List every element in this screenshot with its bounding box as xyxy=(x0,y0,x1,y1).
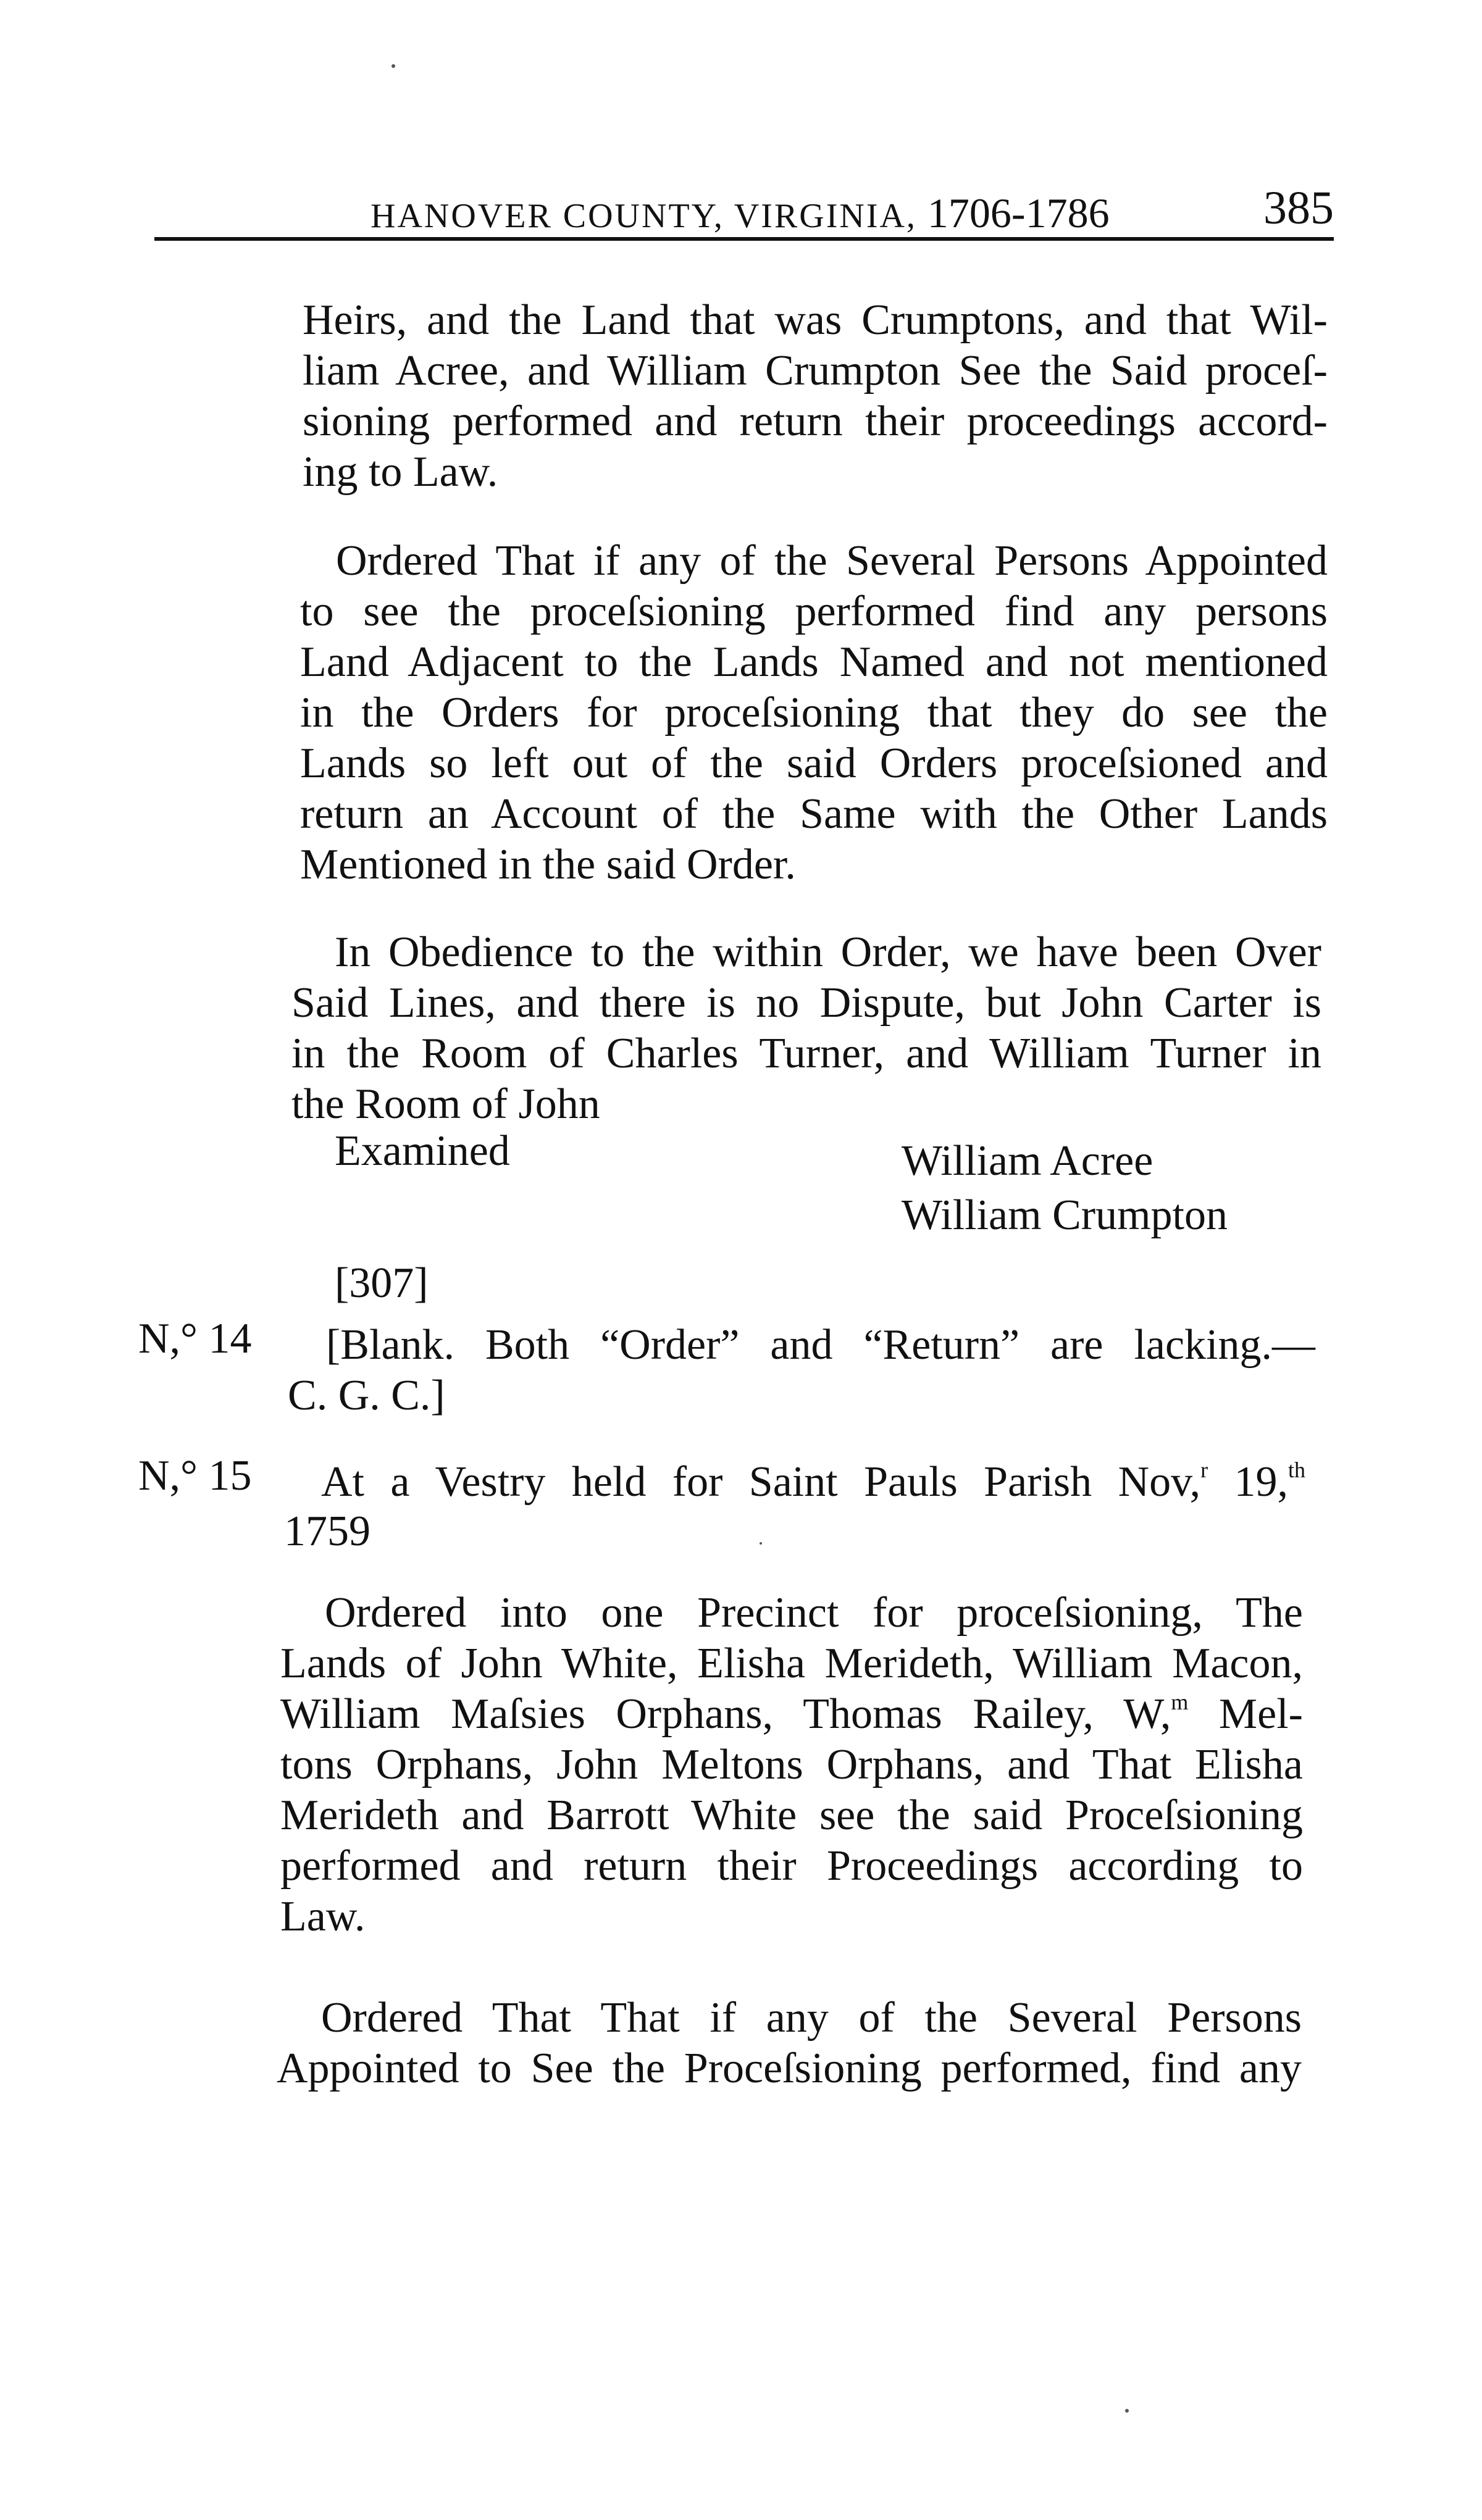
speck-mark xyxy=(391,64,395,68)
examined-label: Examined xyxy=(335,1127,510,1175)
speck-mark xyxy=(1125,2409,1129,2413)
paragraph-5 xyxy=(277,1993,1302,2094)
page-reference: [307] xyxy=(335,1259,429,1307)
entry-15-heading xyxy=(321,1457,1305,1508)
speck-mark xyxy=(760,1542,762,1545)
text-line: to see the proceſsioning performed find any persons xyxy=(300,588,1328,635)
text-line: C. G. C.] xyxy=(288,1372,445,1419)
text-line: Ordered That That if any of the Several Persons xyxy=(321,1994,1302,2042)
superscript: th xyxy=(1287,1458,1305,1482)
header-rule xyxy=(154,237,1334,241)
text-line: Said Lines, and there is no Dispute, but John Carter is xyxy=(291,979,1321,1027)
text-line: 1759 xyxy=(284,1508,371,1555)
text-line: [Blank. Both “Order” and “Return” are lacking.— xyxy=(326,1321,1315,1369)
running-head-years: 1706-1786 xyxy=(927,190,1110,236)
text-line: the Room of John xyxy=(291,1080,600,1128)
running-head xyxy=(371,189,1110,238)
signer-name: William Acree xyxy=(902,1137,1153,1185)
text-line: In Obedience to the within Order, we have been Over xyxy=(335,928,1321,976)
paragraph-3 xyxy=(291,927,1321,1130)
superscript: r xyxy=(1200,1458,1208,1482)
line-text: William Maſsies Orphans, Thomas Railey, W, xyxy=(280,1690,1171,1738)
text-line: return an Account of the Same with the Other Lands xyxy=(300,790,1328,838)
heading-text: At a Vestry held for Saint Pauls Parish Nov, xyxy=(321,1458,1201,1506)
text-line: liam Acree, and William Crumpton See the Said proceſ- xyxy=(303,347,1328,394)
text-line: Lands so left out of the said Orders proceſsioned and xyxy=(300,740,1328,787)
superscript: m xyxy=(1171,1690,1189,1714)
entry-marker-15: N,° 15 xyxy=(138,1452,252,1500)
text-line: in the Orders for proceſsioning that they do see the xyxy=(300,689,1328,736)
running-head-text: HANOVER COUNTY, VIRGINIA, xyxy=(371,197,917,235)
entry-15-year xyxy=(284,1506,371,1557)
paragraph-2 xyxy=(300,536,1328,890)
text-line: performed and return their Proceedings according to xyxy=(280,1842,1303,1890)
text-line xyxy=(321,1457,1305,1508)
text-line: Heirs, and the Land that was Crumptons, and that Wil- xyxy=(303,296,1328,344)
text-line: Merideth and Barrott White see the said Proceſsioning xyxy=(280,1792,1303,1839)
text-line: sioning performed and return their proceedings accord- xyxy=(303,398,1328,445)
paragraph-1 xyxy=(303,295,1328,498)
text-line: Land Adjacent to the Lands Named and not mentioned xyxy=(300,638,1328,686)
text-line xyxy=(280,1689,1303,1740)
text-line: ing to Law. xyxy=(303,448,498,496)
text-line: Appointed to See the Proceſsioning performed, find any xyxy=(277,2045,1302,2092)
text-line: Law. xyxy=(280,1893,366,1940)
text-line: Ordered That if any of the Several Persons Appointed xyxy=(336,537,1328,585)
heading-date: 19, xyxy=(1208,1458,1288,1506)
text-line: Lands of John White, Elisha Merideth, William Macon, xyxy=(280,1640,1303,1687)
signer-name: William Crumpton xyxy=(902,1191,1228,1239)
text-line: Ordered into one Precinct for proceſsioning, The xyxy=(325,1589,1303,1637)
entry-14-text-cont xyxy=(288,1371,445,1421)
paragraph-4 xyxy=(280,1588,1303,1942)
entry-14-text xyxy=(326,1320,1315,1371)
entry-marker-14: N,° 14 xyxy=(138,1315,252,1362)
text-line: Mentioned in the said Order. xyxy=(300,841,796,888)
text-line: tons Orphans, John Meltons Orphans, and That Elisha xyxy=(280,1741,1303,1788)
line-text: Mel- xyxy=(1188,1690,1303,1738)
page-number: 385 xyxy=(1263,182,1334,234)
page-header xyxy=(154,177,1334,244)
text-line: in the Room of Charles Turner, and William Turner in xyxy=(291,1030,1321,1077)
